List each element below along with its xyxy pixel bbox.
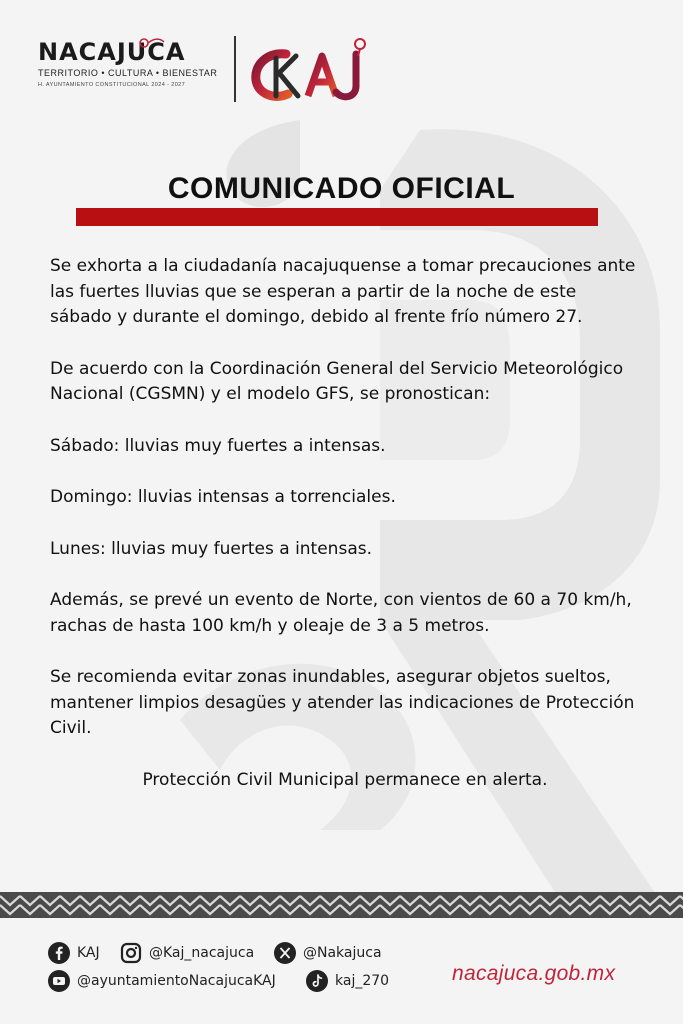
paragraph-recommendations: Se recomienda evitar zonas inundables, asegurar objetos sueltos, mantener limpios desagües y atender las indicaciones de Protección Civil. [50,667,635,738]
instagram-icon [120,942,142,964]
logo-divider [234,36,236,102]
facebook-handle: KAJ [77,945,100,961]
decorative-zigzag-band [0,892,683,918]
header [0,0,683,160]
paragraph-intro: Se exhorta a la ciudadanía nacajuquense a tomar precauciones ante las fuertes lluvias que se esperan a partir de la noche de este sábado y durante el domingo, debido al frente frío número 27. [50,256,636,327]
x-icon [274,942,296,964]
nacajuca-logo-wordmark: NACAJUCA [38,38,186,66]
facebook-icon [48,942,70,964]
logo-flourish-icon [136,36,166,50]
youtube-handle: @ayuntamientoNacajucaKAJ [77,973,276,989]
tiktok-icon [306,970,328,992]
forecast-sunday: Domingo: lluvias intensas a torrenciales. [50,487,396,507]
kaj-logo [246,36,376,106]
footer [0,930,683,1024]
youtube-link[interactable] [48,970,276,992]
nacajuca-logo-tagline: TERRITORIO • CULTURA • BIENESTAR [38,68,218,78]
x-link[interactable] [274,942,382,964]
nacajuca-logo-period: H. AYUNTAMIENTO CONSTITUCIONAL 2024 - 2027 [38,82,186,88]
nacajuca-logo [38,38,228,89]
instagram-handle: @Kaj_nacajuca [149,945,255,961]
closing-statement: Protección Civil Municipal permanece en alerta. [142,769,548,790]
instagram-link[interactable] [120,942,254,964]
tiktok-handle: kaj_270 [335,973,390,989]
paragraph-norte-event: Además, se prevé un evento de Norte, con vientos de 60 a 70 km/h, rachas de hasta 100 km/h y oleaje de 3 a 5 metros. [50,590,632,636]
title-underline-bar [76,208,598,226]
tiktok-link[interactable] [306,970,389,992]
youtube-icon [48,970,70,992]
announcement-body [50,254,640,793]
paragraph-forecast-source: De acuerdo con la Coordinación General del Servicio Meteorológico Nacional (CGSMN) y el modelo GFS, se pronostican: [50,358,624,404]
page-title: COMUNICADO OFICIAL [167,172,516,205]
forecast-monday: Lunes: lluvias muy fuertes a intensas. [50,538,372,559]
facebook-link[interactable] [48,942,100,964]
website-link[interactable]: nacajuca.gob.mx [452,962,616,985]
forecast-saturday: Sábado: lluvias muy fuertes a intensas. [50,435,386,456]
x-handle: @Nakajuca [303,945,382,961]
